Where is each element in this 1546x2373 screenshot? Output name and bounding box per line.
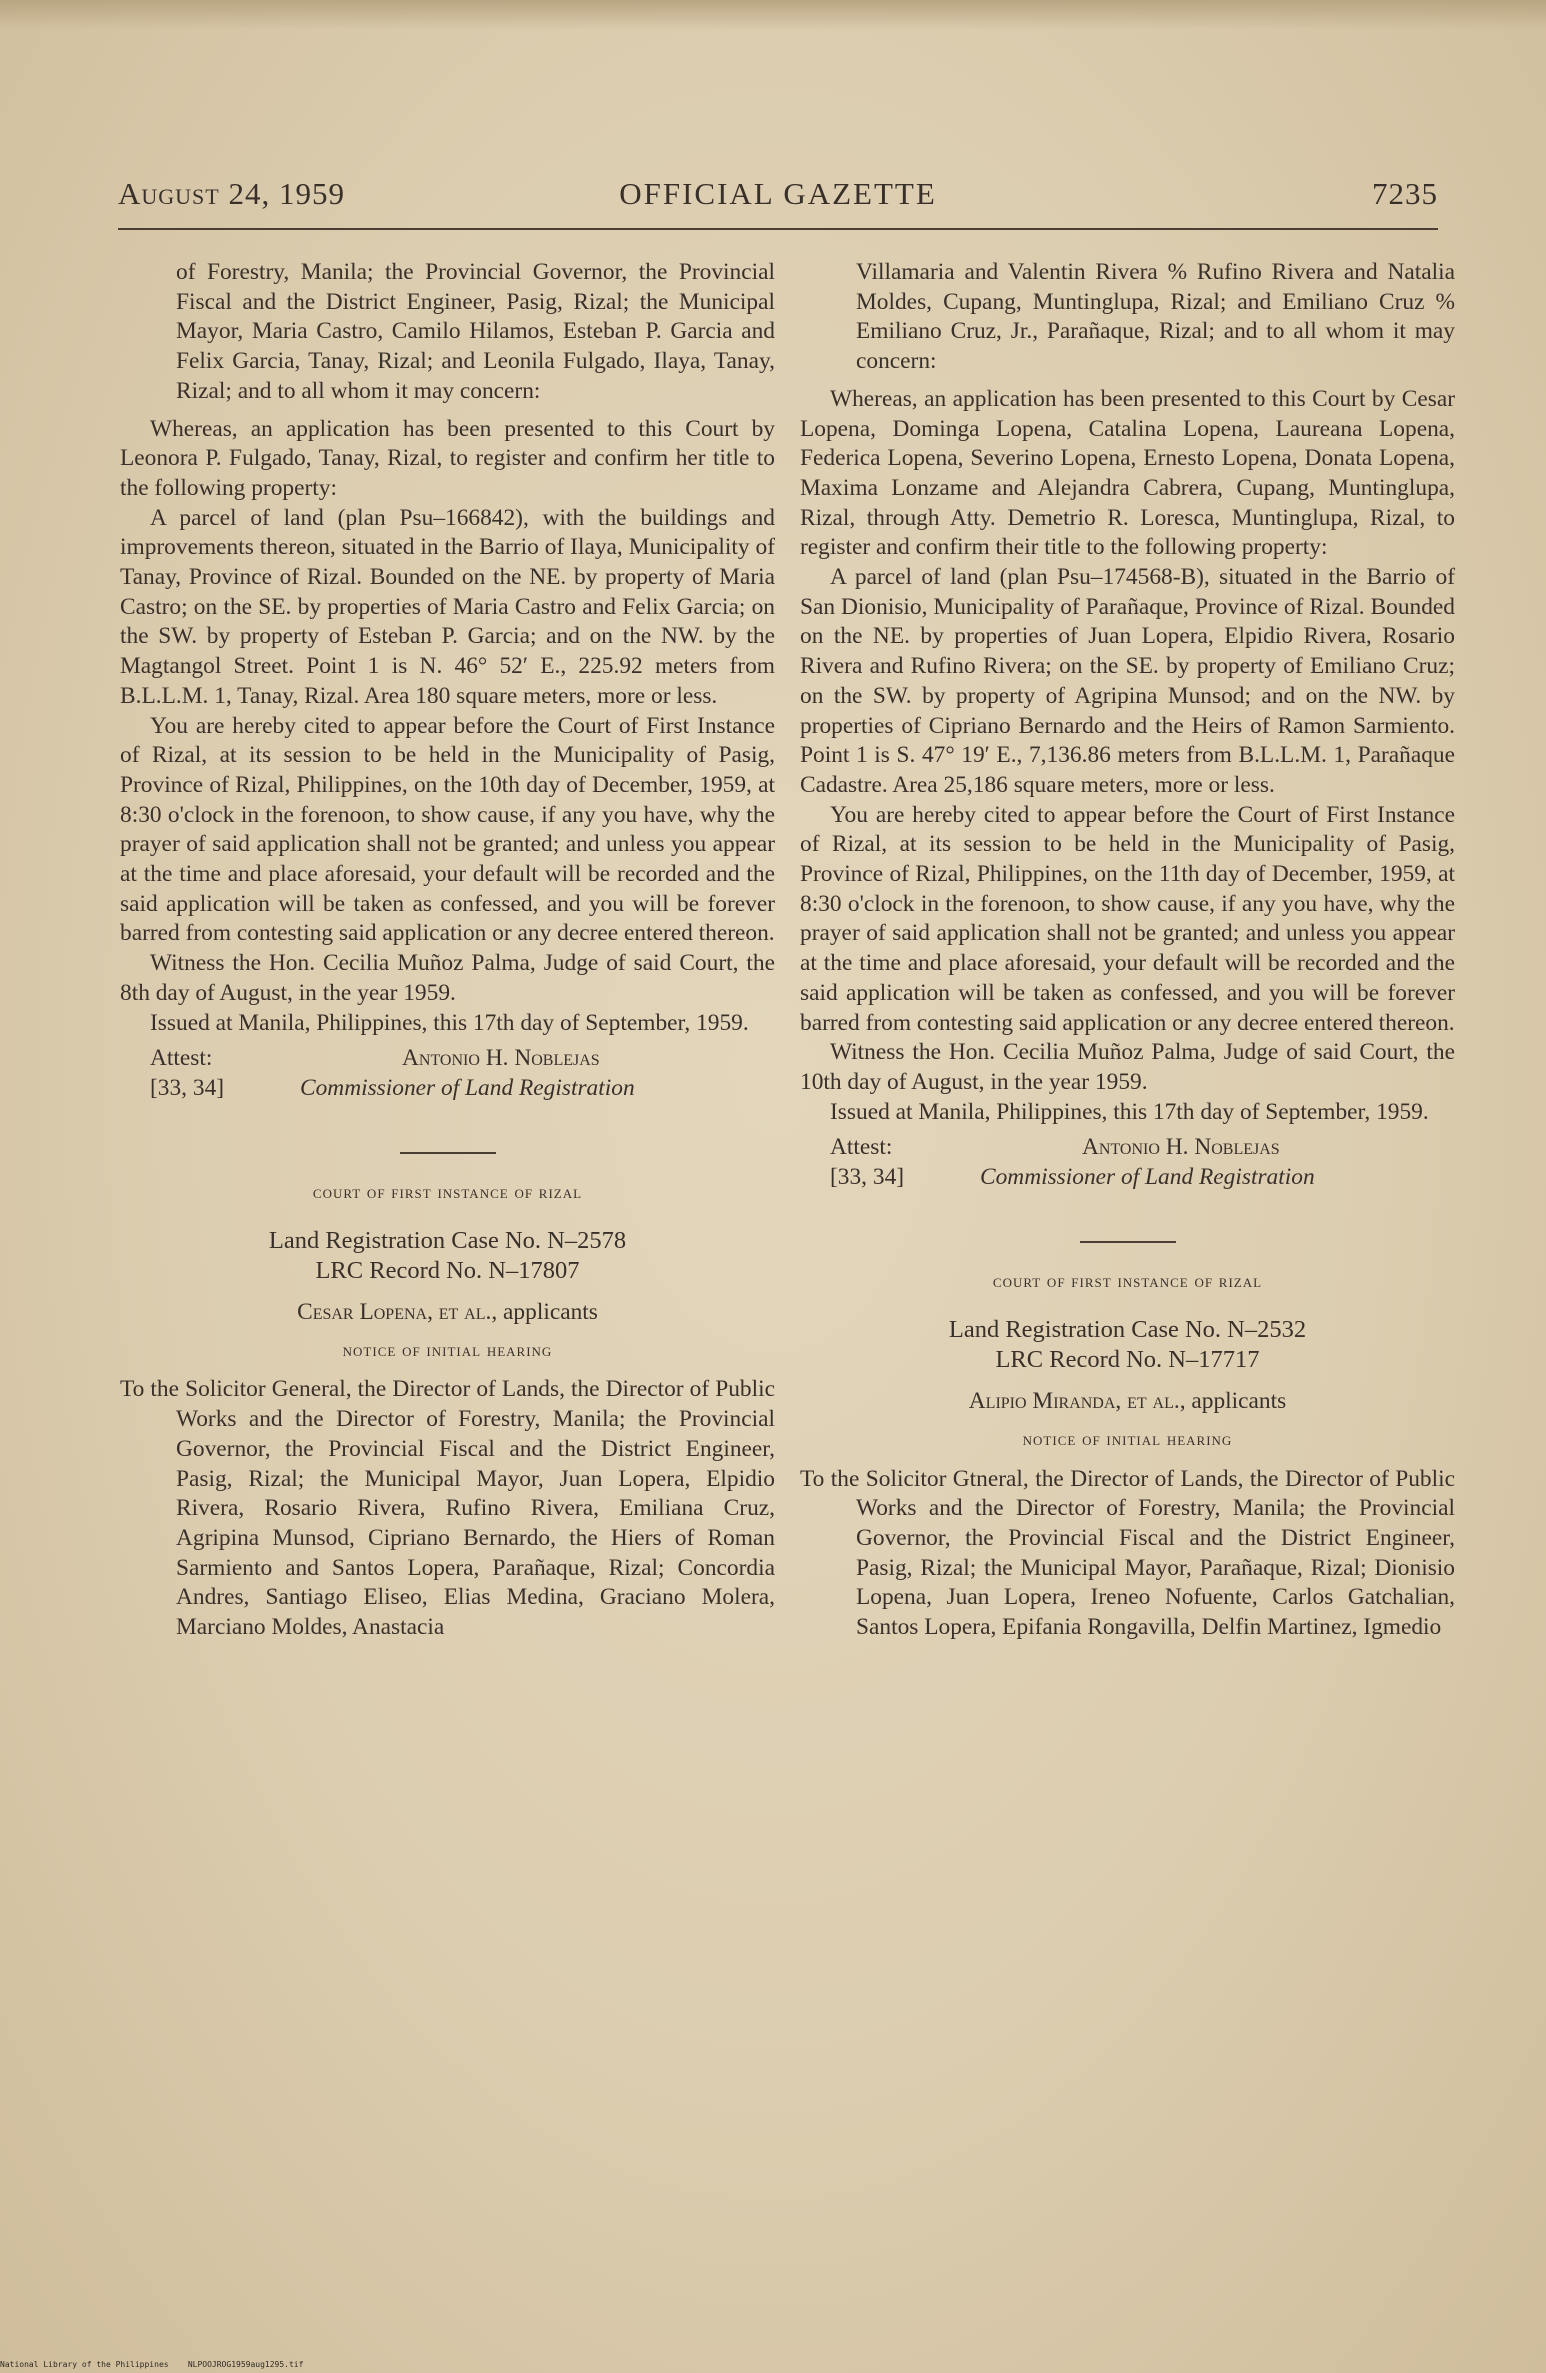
issue-date: August 24, 1959 [118, 176, 345, 211]
scan-filename: NLPOOJROG1959aug1295.tif [187, 2360, 304, 2369]
library-credit: National Library of the Philippines [0, 2360, 169, 2369]
parcel-description: A parcel of land (plan Psu–174568-B), situated in the Barrio of San Dionisio, Municipality of Parañaque, Province of Rizal. Bounded on the NE. by properties of Juan Lopera, Elpidio Rivera, Rosario Rivera and Rufino Rivera; on the SE. by property of Emiliano Cruz; on the SW. by property of Agripina Munsod; and on the NW. by properties of Cipriano Bernardo and the Heirs of Ramon Sarmiento. Point 1 is S. 47° 19′ E., 7,136.86 meters from B.L.L.M. 1, Parañaque Cadastre. Area 25,186 square meters, more or less. [800, 564, 1455, 798]
left-column [120, 258, 775, 1651]
page-top-edge [0, 0, 1546, 30]
attest-name: Antonio H. Noblejas [1082, 1134, 1280, 1161]
witness-paragraph: Witness the Hon. Cecilia Muñoz Palma, Judge of said Court, the 10th day of August, in the year 1959. [800, 1039, 1455, 1095]
right-column [800, 258, 1455, 1651]
address-continuation: Villamaria and Valentin Rivera % Rufino Rivera and Natalia Moldes, Cupang, Muntinglupa, Rizal; and Emiliano Cruz % Emiliano Cruz, Jr., Parañaque, Rizal; and to all whom it may concern: [856, 259, 1455, 375]
issued-paragraph: Issued at Manila, Philippines, this 17th day of September, 1959. [150, 1009, 749, 1036]
page-header [118, 176, 1438, 216]
header-rule [118, 228, 1438, 230]
address-continuation: of Forestry, Manila; the Provincial Governor, the Provincial Fiscal and the District Engineer, Pasig, Rizal; the Municipal Mayor, Maria Castro, Camilo Hilamos, Esteban P. Garcia and Felix Garcia, Tanay, Rizal; and Leonila Fulgado, Ilaya, Tanay, Rizal; and to all whom it may concern: [176, 259, 775, 404]
applicant-name: Cesar Lopena, et al. [297, 1298, 492, 1325]
section-divider [400, 1152, 496, 1154]
whereas-paragraph: Whereas, an application has been presented to this Court by Leonora P. Fulgado, Tanay, Rizal, to register and confirm her title to the following property: [120, 415, 775, 501]
attest-label: Attest: [150, 1045, 213, 1072]
whereas-paragraph: Whereas, an application has been presented to this Court by Cesar Lopena, Dominga Lopena, Catalina Lopena, Laureana Lopena, Federica Lopena, Severino Lopena, Ernesto Lopena, Donata Lopena, Maxima Lonzame and Alejandra Cabrera, Cupang, Muntinglupa, Rizal, through Atty. Demetrio R. Loresca, Muntinglupa, Rizal, to register and confirm their title to the following property: [800, 385, 1455, 561]
court-heading: court of first instance of rizal [992, 1271, 1263, 1293]
issued-paragraph: Issued at Manila, Philippines, this 17th day of September, 1959. [830, 1098, 1429, 1125]
attestation [800, 1133, 1455, 1193]
lrc-record-number: LRC Record No. N–17717 [995, 1346, 1260, 1374]
citation-paragraph: You are hereby cited to appear before the Court of First Instance of Rizal, at its session to be held in the Municipality of Pasig, Province of Rizal, Philippines, on the 11th day of December, 1959, at 8:30 o'clock in the forenoon, to show cause, if any you have, why the prayer of said application shall not be granted; and unless you appear at the time and place aforesaid, your default will be recorded and the said application will be taken as confessed, and you will be forever barred from contesting said application or any decree entered thereon. [800, 801, 1455, 1036]
case-number: Land Registration Case No. N–2532 [948, 1316, 1307, 1344]
case-number: Land Registration Case No. N–2578 [268, 1226, 627, 1254]
applicant-name: Alipio Miranda, et al. [968, 1388, 1180, 1415]
page-number: 7235 [1372, 176, 1438, 211]
attest-title: Commissioner of Land Registration [300, 1075, 635, 1102]
applicants-line [120, 1298, 775, 1328]
attest-reference: [33, 34] [830, 1164, 905, 1191]
court-heading: court of first instance of rizal [312, 1182, 583, 1204]
lrc-record-number: LRC Record No. N–17807 [315, 1256, 580, 1284]
attest-reference: [33, 34] [150, 1075, 225, 1102]
scan-footer [0, 2360, 303, 2369]
applicant-suffix: , applicants [1179, 1388, 1287, 1415]
notice-heading: notice of initial hearing [1022, 1428, 1233, 1450]
attestation [120, 1044, 775, 1104]
parcel-description: A parcel of land (plan Psu–166842), with the buildings and improvements thereon, situated in the Barrio of Ilaya, Municipality of Tanay, Province of Rizal. Bounded on the NE. by property of Maria Castro; on the SE. by properties of Maria Castro and Felix Garcia; on the SW. by property of Esteban P. Garcia; and on the NW. by the Magtangol Street. Point 1 is N. 46° 52′ E., 225.92 meters from B.L.L.M. 1, Tanay, Rizal. Area 180 square meters, more or less. [120, 504, 775, 709]
addressees: To the Solicitor General, the Director of Lands, the Director of Public Works and the Director of Forestry, Manila; the Provincial Governor, the Provincial Fiscal and the District Engineer, Pasig, Rizal; the Municipal Mayor, Juan Lopera, Elpidio Rivera, Rosario Rivera, Rufino Rivera, Emiliana Cruz, Agripina Munsod, Cipriano Bernardo, the Hiers of Roman Sarmiento and Santos Lopera, Parañaque, Rizal; Concordia Andres, Santiago Eliseo, Elias Medina, Graciano Molera, Marciano Moldes, Anastacia [120, 1376, 775, 1641]
attest-label: Attest: [830, 1134, 893, 1161]
witness-paragraph: Witness the Hon. Cecilia Muñoz Palma, Judge of said Court, the 8th day of August, in the year 1959. [120, 950, 775, 1006]
applicant-suffix: , applicants [491, 1298, 598, 1325]
notice-heading: notice of initial hearing [342, 1339, 553, 1361]
section-divider [1080, 1241, 1176, 1243]
attest-title: Commissioner of Land Registration [980, 1164, 1315, 1191]
publication-title: OFFICIAL GAZETTE [619, 176, 937, 211]
addressees: To the Solicitor Gtneral, the Director of Lands, the Director of Public Works and the Director of Forestry, Manila; the Provincial Governor, the Provincial Fiscal and the District Engineer, Pasig, Rizal; the Municipal Mayor, Parañaque, Rizal; Dionisio Lopena, Juan Lopera, Ireneo Nofuente, Carlos Gatchalian, Santos Lopera, Epifania Rongavilla, Delfin Martinez, Igmedio [800, 1465, 1455, 1641]
attest-name: Antonio H. Noblejas [402, 1045, 600, 1072]
citation-paragraph: You are hereby cited to appear before the Court of First Instance of Rizal, at its session to be held in the Municipality of Pasig, Province of Rizal, Philippines, on the 10th day of December, 1959, at 8:30 o'clock in the forenoon, to show cause, if any you have, why the prayer of said application shall not be granted; and unless you appear at the time and place aforesaid, your default will be recorded and the said application will be taken as confessed, and you will be forever barred from contesting said application or any decree entered thereon. [120, 712, 775, 947]
applicants-line [800, 1387, 1455, 1417]
